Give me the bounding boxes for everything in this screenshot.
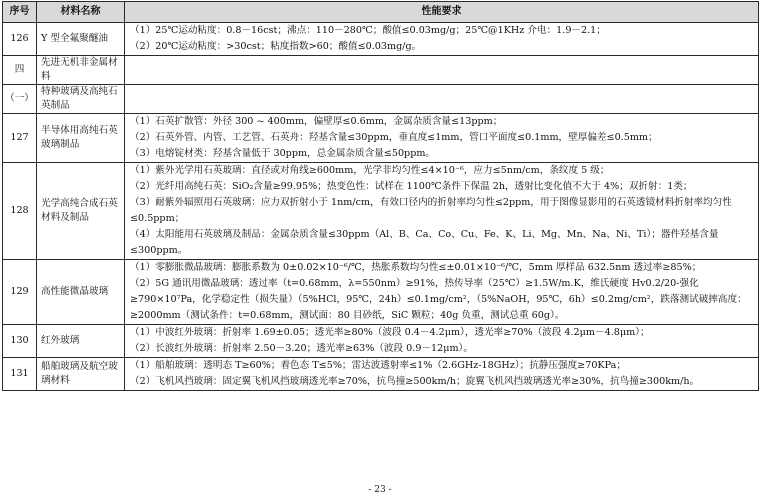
row-number: 130 [3,325,37,358]
requirement-line: （2）20℃运动粘度：>30cst；粘度指数>60；酸值≤0.03mg/g。 [130,41,422,52]
page-number: - 23 - [368,485,392,495]
requirement-line: （1）25℃运动粘度：0.8－16cst；沸点：110－280℃；酸值≤0.03mg/g；25℃@1KHz 介电：1.9－2.1； [130,25,606,36]
requirement-line: （1）紫外光学用石英玻璃：直径或对角线≥600mm，光学非均匀性≤4×10⁻⁶，应力≤5nm/cm，条纹度 5 级； [130,165,610,176]
row-number: 129 [3,260,37,325]
requirements-cell [125,325,759,358]
material-name: Y 型全氟聚醚油 [37,23,125,56]
requirement-line: （4）太阳能用石英玻璃及制品：金属杂质含量≤30ppm（Al、B、Ca、Co、Cu、Fe、K、Li、Mg、Mn、Na、Ni、Ti）；器件羟基含量≤300ppm。 [130,229,719,256]
table-row [3,358,759,391]
requirements-cell [125,23,759,56]
requirements-cell [125,56,759,85]
requirement-line: （2）5G 通讯用微晶玻璃：透过率（t=0.68mm，λ=550nm）≥91%，热传导率（25℃）≥1.5W/m.K，维氏硬度 Hv0.2/20-强化≥790×10⁷Pa，化学稳定性（损失量）（5%HCl，95℃，24h）≤0.1mg/cm²，（5%NaOH，95℃，6h）≤0.2mg/cm²，跌落测试破摔高度：≥2000mm（测试条件：t=0.68mm，测试面：80 目砂纸，SiC 颗粒；40g 负重，测试总重 60g）。 [130,278,747,321]
row-number: 126 [3,23,37,56]
table-row [3,260,759,325]
row-number: 127 [3,114,37,163]
table-row [3,163,759,260]
material-name: 高性能微晶玻璃 [37,260,125,325]
requirement-line: （3）电熔锭材类：羟基含量低于 30ppm，总金属杂质含量≤50ppm。 [130,148,436,159]
requirement-line: （1）船舶玻璃：透明态 T≥60%；着色态 T≤5%；雷达波透射率≤1%（2.6GHz-18GHz）；抗静压强度≥70KPa； [130,360,626,371]
requirements-cell [125,358,759,391]
requirement-line: （1）石英扩散管：外径 300 ~ 400mm，偏壁厚≤0.6mm，金属杂质含量≤13ppm； [130,116,503,127]
header-material-name: 材料名称 [37,2,125,23]
row-number: （一） [3,85,37,114]
category-name: 先进无机非金属材料 [37,56,125,85]
table-row [3,114,759,163]
table-row [3,85,759,114]
material-name: 光学高纯合成石英材料及制品 [37,163,125,260]
material-name: 红外玻璃 [37,325,125,358]
table-row [3,56,759,85]
category-name: 特种玻璃及高纯石英制品 [37,85,125,114]
requirement-line: （1）零膨胀微晶玻璃：膨胀系数为 0±0.02×10⁻⁶/℃，热胀系数均匀性≤±0.01×10⁻⁶/℃，5mm 厚样品 632.5nm 透过率≥85%； [130,262,702,273]
requirements-cell [125,260,759,325]
requirement-line: （2）长波红外玻璃：折射率 2.50－3.20；透光率≥63%（波段 0.9－12μm）。 [130,343,473,354]
requirement-line: （1）中波红外玻璃：折射率 1.69±0.05；透光率≥80%（波段 0.4－4.2μm），透光率≥70%（波段 4.2μm－4.8μm）； [130,327,650,338]
row-number: 128 [3,163,37,260]
header-no: 序号 [3,2,37,23]
requirement-line: （3）耐紫外辐照用石英玻璃：应力双折射小于 1nm/cm，有效口径内的折射率均匀性≤2ppm，用于图像显影用的石英透镜材料折射率均匀性≤0.5ppm； [130,197,732,224]
header-requirements: 性能要求 [125,2,759,23]
requirements-cell [125,85,759,114]
table-header-row [3,2,759,23]
row-number: 131 [3,358,37,391]
requirements-table [2,1,759,391]
table-row [3,23,759,56]
requirement-line: （2）光纤用高纯石英：SiO₂含量≥99.95%；热变色性：试样在 1100℃条件下保温 2h，透射比变化值不大于 4%；双折射：1类； [130,181,693,192]
requirements-cell [125,163,759,260]
material-name: 半导体用高纯石英玻璃制品 [37,114,125,163]
table-row [3,325,759,358]
row-number: 四 [3,56,37,85]
material-name: 船舶玻璃及航空玻璃材料 [37,358,125,391]
requirement-line: （2）飞机风挡玻璃：固定翼飞机风挡玻璃透光率≥70%，抗鸟撞≥500km/h；旋翼飞机风挡玻璃透光率≥30%，抗鸟撞≥300km/h。 [130,376,700,387]
requirement-line: （2）石英外管、内管、工艺管、石英舟：羟基含量≤30ppm，垂直度≤1mm，管口平面度≤0.1mm，壁厚偏差≤0.5mm； [130,132,658,143]
requirements-cell [125,114,759,163]
